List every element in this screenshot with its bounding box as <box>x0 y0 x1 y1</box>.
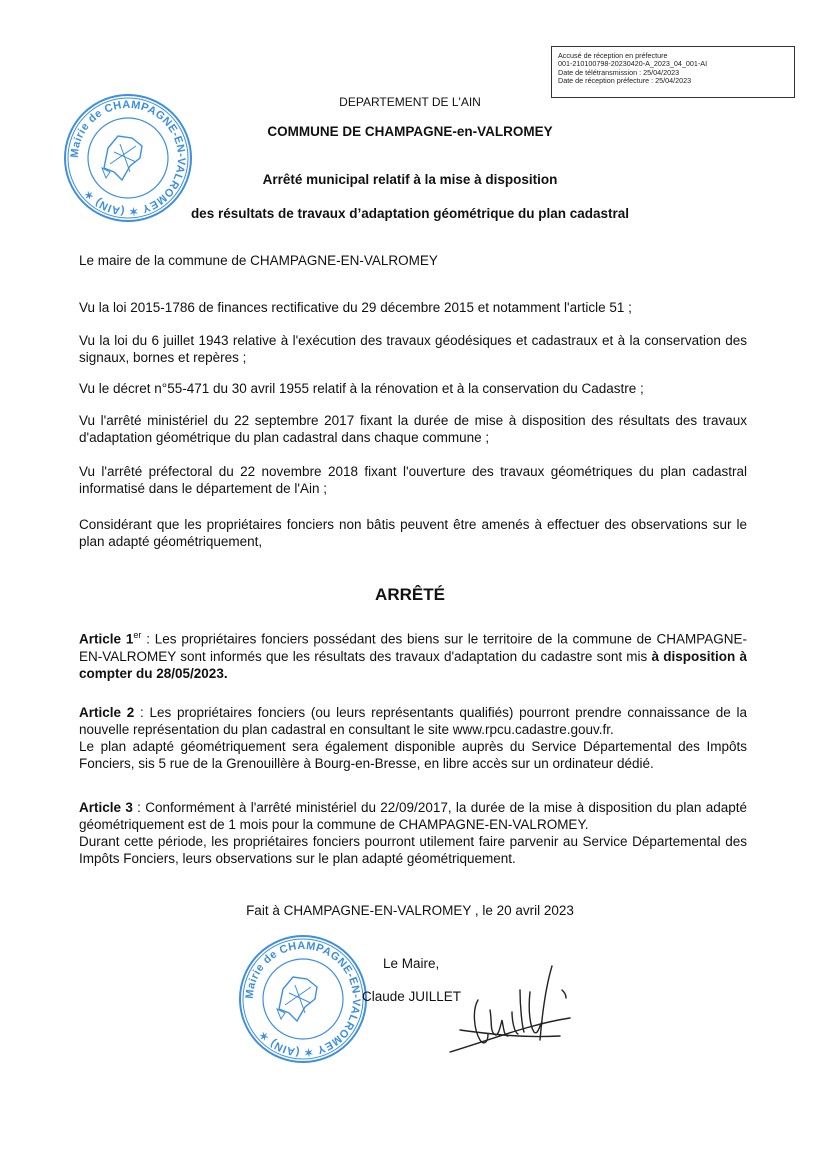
article-3 <box>79 799 747 867</box>
intro-paragraph: Le maire de la commune de CHAMPAGNE-EN-VALROMEY <box>79 253 438 268</box>
vu-paragraph-5: Vu l'arrêté préfectoral du 22 novembre 2018 fixant l'ouverture des travaux géométriques du plan cadastral informatisé dans le département de l'Ain ; <box>79 464 747 496</box>
article-1-label: Article 1 <box>79 631 134 647</box>
signature-place-date: Fait à CHAMPAGNE-EN-VALROMEY , le 20 avril 2023 <box>246 903 574 918</box>
receipt-line: 001-210100798-20230420-A_2023_04_001-AI <box>558 59 708 69</box>
article-2-label: Article 2 <box>79 705 135 720</box>
document-title-line2: des résultats de travaux d’adaptation géométrique du plan cadastral <box>190 206 630 221</box>
article-1-superscript: er <box>133 630 142 640</box>
article-1-text: : Les propriétaires fonciers possédant des biens sur le territoire de la commune de CHAMPAGNE-EN-VALROMEY sont informés que les résultats des travaux d'adaptation du cadastre sont mis <box>79 631 747 664</box>
article-3-label: Article 3 <box>79 800 133 815</box>
article-1-date: à disposition à compter du 28/05/2023. <box>79 648 747 681</box>
receipt-line: Accusé de réception en préfecture <box>558 51 668 60</box>
article-3-text: : Conformément à l'arrêté ministériel du 22/09/2017, la durée de la mise à disposition du plan adapté géométriquement est de 1 mois pour la commune de CHAMPAGNE-EN-VALROMEY. <box>79 800 748 832</box>
receipt-line: Date de télétransmission : 25/04/2023 <box>558 67 680 77</box>
receipt-box <box>551 46 795 98</box>
vu-paragraph-1: Vu la loi 2015-1786 de finances rectificative du 29 décembre 2015 et notamment l'article 51 ; <box>79 300 632 315</box>
signatory-name: Claude JUILLET <box>362 989 462 1004</box>
stamp-text: Mairie de CHAMPAGNE-EN-VALROMEY ✶ (AIN) ✶ <box>243 939 363 1059</box>
document-title-line1: Arrêté municipal relatif à la mise à disposition <box>262 172 558 187</box>
signatory-role: Le Maire, <box>383 956 440 971</box>
commune-heading: COMMUNE DE CHAMPAGNE-en-VALROMEY <box>267 124 553 139</box>
vu-paragraph-3: Vu le décret n°55-471 du 30 avril 1955 relatif à la rénovation et à la conservation du Cadastre ; <box>79 381 644 396</box>
handwritten-signature <box>440 960 580 1060</box>
article-1 <box>79 627 747 682</box>
vu-paragraph-2: Vu la loi du 6 juillet 1943 relative à l'exécution des travaux géodésiques et cadastraux et à la conservation des signaux, bornes et repères ; <box>79 333 747 365</box>
receipt-line: Date de réception préfecture : 25/04/2023 <box>558 75 692 85</box>
stamp-text: Mairie de CHAMPAGNE-EN-VALROMEY ✶ (AIN) ✶ <box>68 98 188 218</box>
arrete-heading: ARRÊTÉ <box>375 585 445 604</box>
mairie-stamp-bottom <box>237 933 369 1065</box>
article-3-text-2: Durant cette période, les propriétaires fonciers pourront utilement faire parvenir au Service Départemental des Impôts Fonciers, leurs observations sur le plan adapté géométriquement. <box>79 834 747 866</box>
department-heading: DEPARTEMENT DE L'AIN <box>339 95 481 109</box>
article-2-text: : Les propriétaires fonciers (ou leurs représentants qualifiés) pourront prendre connaissance de la nouvelle représentation du plan cadastral en consultant le site www.rpcu.cadastre.gouv.fr. <box>79 705 748 737</box>
mairie-stamp-top <box>62 92 194 224</box>
considerant-paragraph: Considérant que les propriétaires fonciers non bâtis peuvent être amenés à effectuer des observations sur le plan adapté géométriquement, <box>79 517 747 549</box>
article-2-text-2: Le plan adapté géométriquement sera également disponible auprès du Service Départemental des Impôts Fonciers, sis 5 rue de la Grenouillère à Bourg-en-Bresse, en libre accès sur un ordinateur dédié. <box>79 739 747 771</box>
article-2 <box>79 704 747 772</box>
vu-paragraph-4: Vu l'arrêté ministériel du 22 septembre 2017 fixant la durée de mise à disposition des résultats des travaux d'adaptation géométrique du plan cadastral dans chaque commune ; <box>79 413 747 445</box>
